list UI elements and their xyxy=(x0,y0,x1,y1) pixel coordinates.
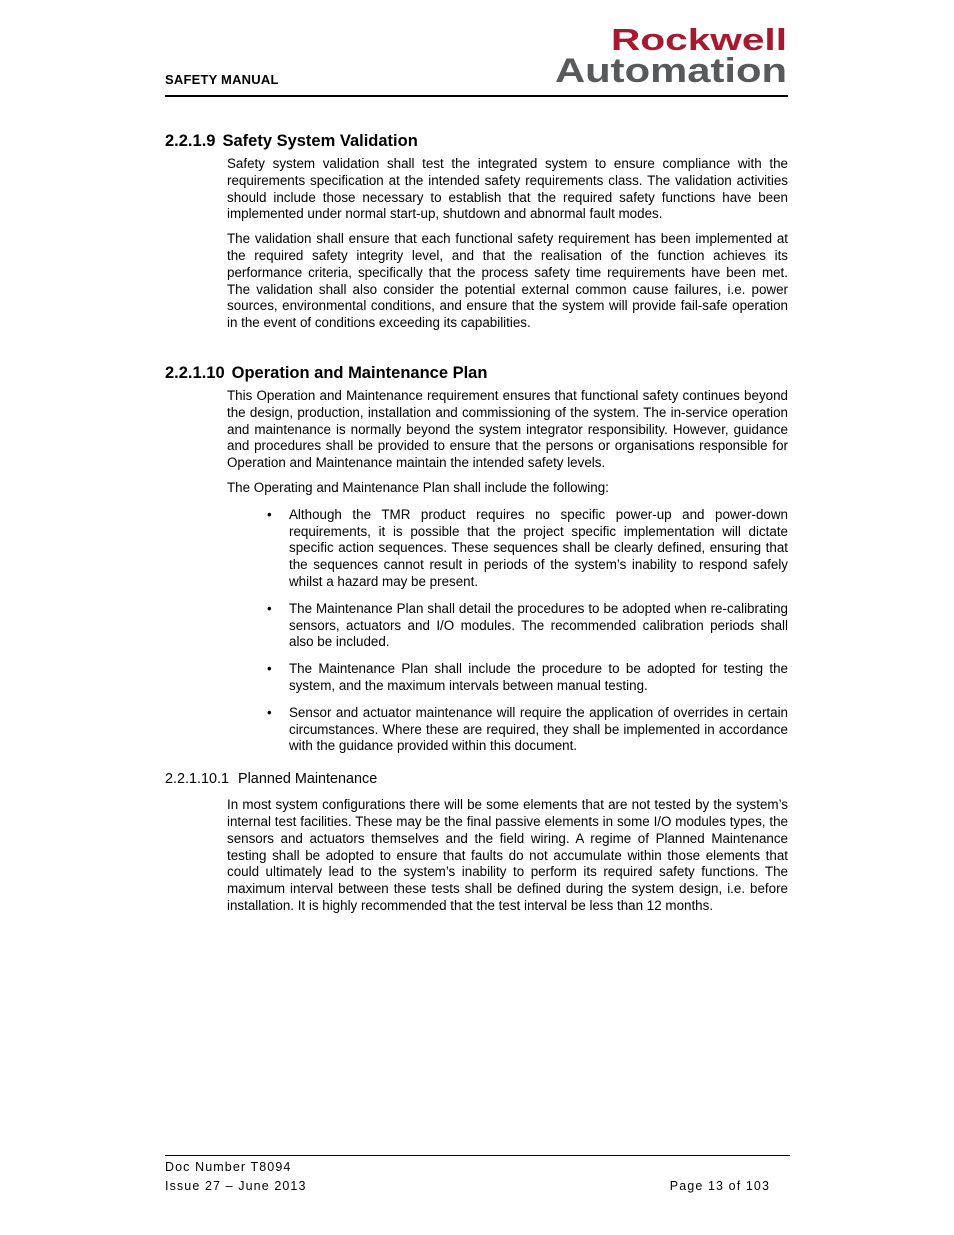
section-content xyxy=(227,156,788,332)
section-number: 2.2.1.9 xyxy=(165,132,216,150)
section-heading xyxy=(165,130,788,152)
paragraph: Safety system validation shall test the integrated system to ensure compliance with the requirements specification at the intended safety requirements class. The validation activities should include those necessary to establish that the required safety functions have been implemented under normal start-up, shutdown and abnormal fault modes. xyxy=(227,156,788,222)
subsection-heading xyxy=(165,769,788,789)
header-divider xyxy=(165,95,788,97)
list-item xyxy=(267,705,788,755)
paragraph: In most system configurations there will be some elements that are not tested by the system’s internal test facilities. These may be the final passive elements in some I/O modules types, the sensors and actuators themselves and the field wiring. A regime of Planned Maintenance testing shall be adopted to ensure that faults do not accumulate within those elements that could ultimately lead to the system’s inability to perform its required safety functions. The maximum interval between these tests shall be defined during the system design, i.e. before installation. It is highly recommended that the test interval be less than 12 months. xyxy=(227,797,788,913)
bullet-list xyxy=(267,507,788,755)
document-title: SAFETY MANUAL xyxy=(165,72,279,87)
list-item xyxy=(267,507,788,591)
subsection-number: 2.2.1.10.1 xyxy=(165,771,230,788)
section-safety-system-validation xyxy=(165,130,788,332)
paragraph: The Operating and Maintenance Plan shall include the following: xyxy=(227,479,609,495)
paragraph: This Operation and Maintenance requirement ensures that functional safety continues beyond the design, production, installation and commissioning of the system. The in-service operation and maintenance is normally beyond the system integrator responsibility. However, guidance and procedures shall be provided to ensure that the persons or organisations responsible for Operation and Maintenance maintain the intended safety levels. xyxy=(227,387,788,471)
section-content xyxy=(227,388,788,755)
rockwell-automation-logo xyxy=(550,24,790,88)
logo-text-rockwell: Rockwell xyxy=(611,24,787,57)
logo-text-automation: Automation xyxy=(555,52,787,88)
list-item xyxy=(267,661,788,695)
bullet-icon: • xyxy=(267,600,272,616)
list-item xyxy=(267,601,788,651)
paragraph: The validation shall ensure that each functional safety requirement has been implemented at the required safety integrity level, and that the realisation of the function achieves its performance criteria, specifically that the process safety time requirements have been met. The validation shall also consider the potential external common cause failures, i.e. power sources, environmental conditions, and ensure that the system will provide fail-safe operation in the event of conditions exceeding its capabilities. xyxy=(227,231,788,331)
list-item-text: The Maintenance Plan shall include the procedure to be adopted for testing the system, and the maximum intervals between manual testing. xyxy=(289,661,788,693)
page-number: Page 13 of 103 xyxy=(669,1179,770,1193)
doc-number: Doc Number T8094 xyxy=(165,1160,292,1174)
footer-divider xyxy=(165,1155,790,1156)
section-title: Safety System Validation xyxy=(222,132,418,150)
page-body xyxy=(165,130,788,923)
section-title: Operation and Maintenance Plan xyxy=(231,363,488,382)
page-footer xyxy=(165,1158,770,1196)
subsection-title: Planned Maintenance xyxy=(238,771,378,788)
list-item-text: The Maintenance Plan shall detail the procedures to be adopted when re-calibrating sensors, actuators and I/O modules. The recommended calibration periods shall also be included. xyxy=(289,600,788,650)
bullet-icon: • xyxy=(267,704,272,720)
issue-date: Issue 27 – June 2013 xyxy=(165,1179,307,1193)
bullet-icon: • xyxy=(267,661,272,677)
section-operation-maintenance-plan xyxy=(165,362,788,915)
list-item-text: Sensor and actuator maintenance will require the application of overrides in certain circumstances. Where these are required, they shall be implemented in accordance with the guidance provided within this document. xyxy=(289,704,788,754)
subsection-content xyxy=(227,797,788,915)
bullet-icon: • xyxy=(267,506,272,522)
list-item-text: Although the TMR product requires no specific power-up and power-down requirements, it is possible that the project specific implementation will dictate specific action sequences. These sequences shall be clearly defined, ensuring that the sequences cannot result in periods of the system’s inability to respond safely whilst a hazard may be present. xyxy=(289,506,788,589)
section-heading xyxy=(165,362,788,384)
section-number: 2.2.1.10 xyxy=(165,363,225,382)
